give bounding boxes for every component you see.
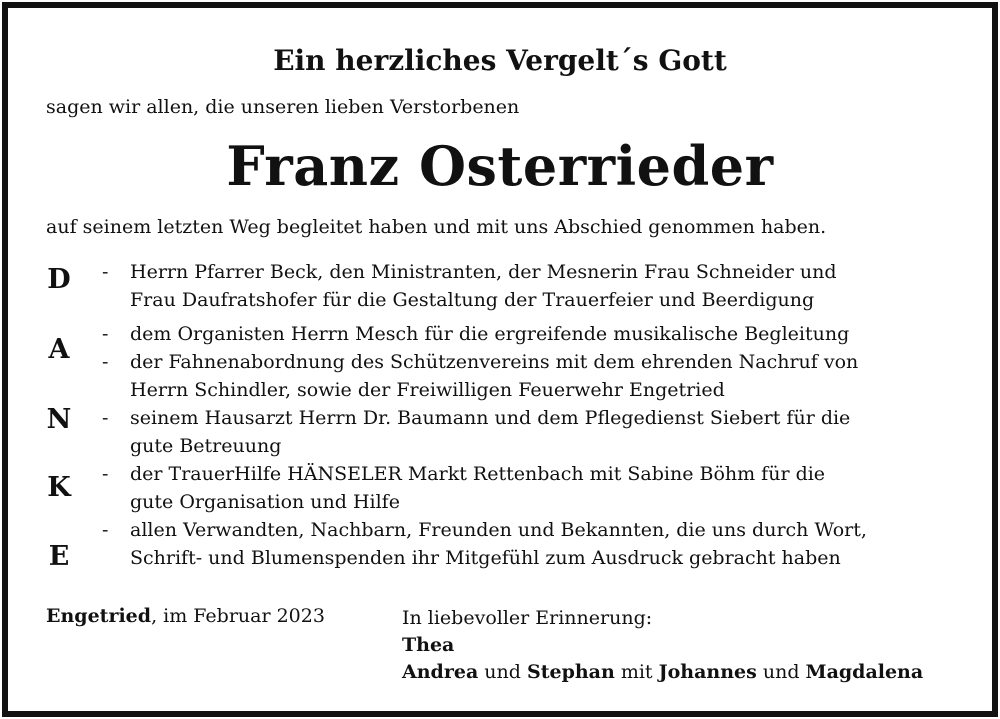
thanks-item (102, 258, 837, 314)
thanks-line: Herrn Pfarrer Beck, den Ministranten, der Mesnerin Frau Schneider und (130, 261, 837, 283)
signer-name: Johannes (658, 661, 757, 683)
signer-name: Stephan (526, 661, 615, 683)
danke-letter: E (48, 541, 70, 572)
thanks-line: gute Organisation und Hilfe (130, 491, 400, 513)
memory-line: In liebevoller Erinnerung: (402, 607, 653, 629)
thanks-line: allen Verwandten, Nachbarn, Freunden und Bekannten, die uns durch Wort, (130, 519, 867, 541)
danke-letter: A (48, 334, 70, 365)
signer-name: Andrea (402, 661, 479, 683)
thanks-line: Frau Daufratshofer für die Gestaltung der Trauerfeier und Beerdigung (130, 289, 815, 311)
thanks-line: der TrauerHilfe HÄNSELER Markt Rettenbach mit Sabine Böhm für die (130, 463, 826, 485)
dash: - (102, 407, 109, 429)
thanks-line: seinem Hausarzt Herrn Dr. Baumann und dem Pflegedienst Siebert für die (130, 407, 851, 429)
place-date (46, 605, 325, 627)
dash: - (102, 261, 109, 283)
thanks-item (102, 516, 867, 572)
thanks-item (102, 460, 825, 516)
outro-text: auf seinem letzten Weg begleitet haben und mit uns Abschied genommen haben. (46, 216, 827, 238)
thanks-item (102, 348, 858, 404)
date: , im Februar 2023 (151, 605, 325, 627)
danke-letter: D (47, 264, 71, 295)
headline: Ein herzliches Vergelt´s Gott (273, 44, 727, 77)
signer-family (402, 659, 923, 686)
thanks-item (102, 404, 850, 460)
place: Engetried (46, 605, 152, 627)
thanks-line: der Fahnenabordnung des Schützenvereins mit dem ehrenden Nachruf von (130, 351, 859, 373)
dash: - (102, 519, 109, 541)
thanks-item (102, 320, 849, 348)
thanks-line: Schrift- und Blumenspenden ihr Mitgefühl zum Ausdruck gebracht haben (130, 547, 841, 569)
connector: und (478, 661, 527, 683)
signature-block (402, 605, 923, 686)
danke-letter: N (46, 404, 72, 435)
connector: mit (614, 661, 659, 683)
thanks-line: Herrn Schindler, sowie der Freiwilligen Feuerwehr Engetried (130, 379, 725, 401)
dash: - (102, 463, 109, 485)
connector: und (756, 661, 806, 683)
intro-text: sagen wir allen, die unseren lieben Verstorbenen (46, 96, 520, 118)
thanks-line: dem Organisten Herrn Mesch für die ergreifende musikalische Begleitung (130, 323, 850, 345)
dash: - (102, 323, 109, 345)
danke-letter: K (47, 472, 71, 503)
thanks-line: gute Betreuung (130, 435, 282, 457)
deceased-name: Franz Osterrieder (226, 134, 774, 198)
dash: - (102, 351, 109, 373)
obituary-frame (2, 2, 998, 717)
signer-thea: Thea (402, 634, 455, 656)
signer-name: Magdalena (805, 661, 924, 683)
